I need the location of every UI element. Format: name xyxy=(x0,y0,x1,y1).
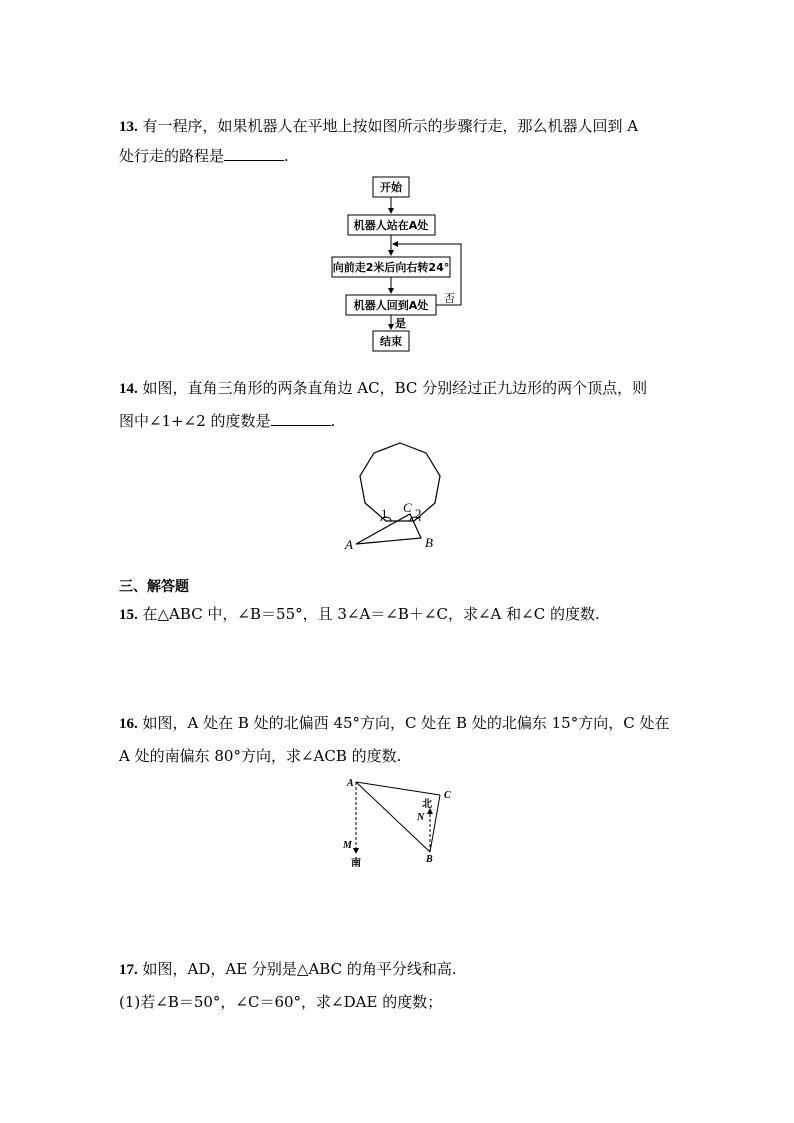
q16-number: 16. xyxy=(119,716,138,732)
q15-number: 15. xyxy=(119,607,138,623)
flow-no-label: 否 xyxy=(444,292,455,305)
q14-answer-blank[interactable] xyxy=(271,411,331,426)
label-C: C xyxy=(444,790,451,801)
q14-period: . xyxy=(330,412,336,430)
q16-line1 xyxy=(119,713,669,734)
label-C: C xyxy=(403,500,412,515)
q17-line2 xyxy=(119,992,442,1012)
flow-step1-text: 机器人站在A处 xyxy=(353,219,429,232)
q14-line1 xyxy=(119,378,647,399)
label-angle-2: 2 xyxy=(415,506,422,521)
label-south: 南 xyxy=(351,858,361,869)
section-title: 三、解答题 xyxy=(119,579,189,595)
q17-number: 17. xyxy=(119,962,138,978)
label-A: A xyxy=(347,778,354,789)
flow-start-text: 开始 xyxy=(380,181,402,194)
q17-text-1: 如图，AD，AE 分别是△ABC 的角平分线和高. xyxy=(137,960,457,978)
q13-answer-blank[interactable] xyxy=(224,146,284,161)
q13-text-2: 处行走的路程是 xyxy=(119,147,225,165)
q16-text-2: A 处的南偏东 80°方向，求∠ACB 的度数. xyxy=(119,747,402,765)
label-B: B xyxy=(425,535,433,550)
label-N: N xyxy=(417,812,425,823)
flow-step3-text: 机器人回到A处 xyxy=(353,299,429,312)
q14-text-2: 图中∠1+∠2 的度数是 xyxy=(119,412,271,430)
q13-line2 xyxy=(119,146,289,166)
q16-line2 xyxy=(119,746,401,766)
q16-text-1: 如图，A 处在 B 处的北偏西 45°方向，C 处在 B 处的北偏东 15°方向，C 处在 xyxy=(137,714,670,732)
label-angle-1: 1 xyxy=(381,506,388,521)
q16-figure xyxy=(336,772,466,872)
q14-line2 xyxy=(119,411,335,431)
q15-line xyxy=(119,604,600,625)
q13-period: . xyxy=(284,147,289,165)
q14-figure xyxy=(340,436,460,554)
q14-text-1: 如图，直角三角形的两条直角边 AC，BC 分别经过正九边形的两个顶点，则 xyxy=(137,379,648,397)
nonagon xyxy=(360,443,440,521)
q13-line1 xyxy=(119,116,638,137)
q13-number: 13. xyxy=(119,119,138,135)
label-B: B xyxy=(426,854,433,865)
q17-line1 xyxy=(119,959,457,980)
flow-step2-text: 向前走2米后向右转24° xyxy=(332,261,450,274)
q13-flowchart xyxy=(320,172,480,356)
label-M: M xyxy=(343,840,352,851)
q14-number: 14. xyxy=(119,381,138,397)
flow-yes-label: 是 xyxy=(395,317,406,330)
q17-text-2: (1)若∠B＝50°，∠C＝60°，求∠DAE 的度数； xyxy=(119,993,443,1011)
label-north: 北 xyxy=(422,799,432,810)
q13-text-1: 有一程序，如果机器人在平地上按如图所示的步骤行走，那么机器人回到 A xyxy=(137,117,639,135)
flow-end-text: 结束 xyxy=(380,335,402,348)
label-A: A xyxy=(345,537,353,552)
q15-text: 在△ABC 中，∠B＝55°，且 3∠A＝∠B＋∠C，求∠A 和∠C 的度数. xyxy=(137,605,600,623)
